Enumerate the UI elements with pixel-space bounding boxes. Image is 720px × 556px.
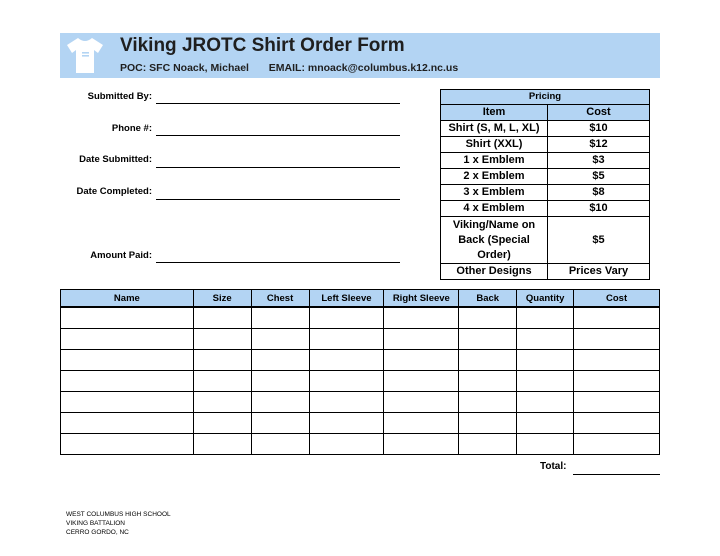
table-row — [61, 329, 660, 350]
cell-back[interactable] — [459, 329, 517, 350]
cell-cost[interactable] — [574, 434, 660, 455]
phone-label: Phone #: — [111, 123, 152, 134]
pricing-row — [441, 185, 650, 201]
table-row — [61, 392, 660, 413]
total-field[interactable] — [573, 474, 660, 475]
cell-name[interactable] — [61, 392, 194, 413]
cell-quantity[interactable] — [517, 434, 574, 455]
cell-name[interactable] — [61, 434, 194, 455]
column-header-cost: Cost — [574, 290, 660, 308]
cell-quantity[interactable] — [517, 307, 574, 329]
column-header-size: Size — [193, 290, 251, 308]
cell-size[interactable] — [193, 434, 251, 455]
pricing-item: Other Designs — [441, 264, 548, 280]
pricing-cost: $3 — [548, 153, 650, 169]
cell-left-sleeve[interactable] — [309, 307, 384, 329]
pricing-header-item: Item — [441, 105, 548, 121]
pricing-header-cost: Cost — [548, 105, 650, 121]
cell-quantity[interactable] — [517, 371, 574, 392]
pricing-row — [441, 137, 650, 153]
cell-back[interactable] — [459, 434, 517, 455]
cell-chest[interactable] — [251, 329, 309, 350]
pricing-row — [441, 217, 650, 264]
cell-right-sleeve[interactable] — [384, 329, 459, 350]
pricing-item: Viking/Name on Back (Special Order) — [441, 217, 548, 264]
pricing-row — [441, 169, 650, 185]
cell-quantity[interactable] — [517, 350, 574, 371]
column-header-left-sleeve: Left Sleeve — [309, 290, 384, 308]
phone-field[interactable] — [156, 135, 400, 136]
cell-left-sleeve[interactable] — [309, 350, 384, 371]
cell-left-sleeve[interactable] — [309, 329, 384, 350]
pricing-cost: $8 — [548, 185, 650, 201]
pricing-cost: $10 — [548, 121, 650, 137]
footer-battalion: VIKING BATTALION — [66, 520, 125, 527]
date-completed-field[interactable] — [156, 199, 400, 200]
cell-back[interactable] — [459, 307, 517, 329]
cell-size[interactable] — [193, 329, 251, 350]
cell-right-sleeve[interactable] — [384, 307, 459, 329]
pricing-cost: Prices Vary — [548, 264, 650, 280]
cell-size[interactable] — [193, 350, 251, 371]
cell-chest[interactable] — [251, 434, 309, 455]
footer-location: CERRO GORDO, NC — [66, 529, 129, 536]
cell-cost[interactable] — [574, 392, 660, 413]
cell-cost[interactable] — [574, 413, 660, 434]
cell-quantity[interactable] — [517, 392, 574, 413]
poc-name: SFC Noack, Michael — [149, 62, 249, 74]
submitted-by-field[interactable] — [156, 103, 400, 104]
column-header-quantity: Quantity — [517, 290, 574, 308]
cell-right-sleeve[interactable] — [384, 434, 459, 455]
table-row — [61, 413, 660, 434]
poc-label: POC: — [120, 62, 147, 74]
pricing-item: 2 x Emblem — [441, 169, 548, 185]
pricing-cost: $12 — [548, 137, 650, 153]
column-header-back: Back — [459, 290, 517, 308]
table-row — [61, 434, 660, 455]
cell-back[interactable] — [459, 392, 517, 413]
t-shirt-icon — [64, 35, 106, 75]
table-row — [61, 307, 660, 329]
cell-quantity[interactable] — [517, 329, 574, 350]
pricing-cost: $5 — [548, 217, 650, 264]
pricing-item: 1 x Emblem — [441, 153, 548, 169]
column-header-name: Name — [61, 290, 194, 308]
date-submitted-field[interactable] — [156, 167, 400, 168]
cell-chest[interactable] — [251, 413, 309, 434]
cell-chest[interactable] — [251, 307, 309, 329]
cell-quantity[interactable] — [517, 413, 574, 434]
pricing-item: Shirt (S, M, L, XL) — [441, 121, 548, 137]
cell-size[interactable] — [193, 371, 251, 392]
page-title: Viking JROTC Shirt Order Form — [120, 35, 405, 56]
cell-cost[interactable] — [574, 329, 660, 350]
column-header-chest: Chest — [251, 290, 309, 308]
cell-left-sleeve[interactable] — [309, 413, 384, 434]
cell-back[interactable] — [459, 350, 517, 371]
cell-name[interactable] — [61, 329, 194, 350]
cell-name[interactable] — [61, 413, 194, 434]
email-label: EMAIL: — [268, 62, 305, 74]
pricing-cost: $10 — [548, 201, 650, 217]
pricing-item: Shirt (XXL) — [441, 137, 548, 153]
date-submitted-label: Date Submitted: — [79, 154, 152, 165]
cell-right-sleeve[interactable] — [384, 392, 459, 413]
footer-school: WEST COLUMBUS HIGH SCHOOL — [66, 511, 171, 518]
cell-name[interactable] — [61, 371, 194, 392]
cell-size[interactable] — [193, 413, 251, 434]
pricing-table — [440, 89, 650, 280]
date-completed-label: Date Completed: — [76, 186, 152, 197]
amount-paid-field[interactable] — [156, 262, 400, 263]
cell-right-sleeve[interactable] — [384, 371, 459, 392]
pricing-cost: $5 — [548, 169, 650, 185]
submitted-by-label: Submitted By: — [87, 91, 152, 102]
footer-address — [66, 510, 171, 537]
table-row — [61, 371, 660, 392]
cell-cost[interactable] — [574, 307, 660, 329]
amount-paid-label: Amount Paid: — [90, 250, 152, 261]
cell-size[interactable] — [193, 307, 251, 329]
pricing-row — [441, 121, 650, 137]
pricing-caption: Pricing — [441, 90, 650, 105]
cell-chest[interactable] — [251, 392, 309, 413]
cell-back[interactable] — [459, 371, 517, 392]
cell-cost[interactable] — [574, 350, 660, 371]
cell-left-sleeve[interactable] — [309, 371, 384, 392]
cell-left-sleeve[interactable] — [309, 392, 384, 413]
cell-right-sleeve[interactable] — [384, 413, 459, 434]
pricing-row — [441, 153, 650, 169]
pricing-row — [441, 201, 650, 217]
table-row — [61, 350, 660, 371]
cell-back[interactable] — [459, 413, 517, 434]
total-label: Total: — [540, 461, 567, 472]
form-header — [60, 33, 660, 78]
cell-name[interactable] — [61, 350, 194, 371]
pricing-row — [441, 264, 650, 280]
cell-size[interactable] — [193, 392, 251, 413]
poc-line — [120, 62, 458, 74]
cell-chest[interactable] — [251, 371, 309, 392]
email-address[interactable]: mnoack@columbus.k12.nc.us — [307, 62, 459, 74]
pricing-item: 4 x Emblem — [441, 201, 548, 217]
cell-left-sleeve[interactable] — [309, 434, 384, 455]
order-table — [60, 289, 660, 455]
pricing-item: 3 x Emblem — [441, 185, 548, 201]
column-header-right-sleeve: Right Sleeve — [384, 290, 459, 308]
cell-right-sleeve[interactable] — [384, 350, 459, 371]
cell-name[interactable] — [61, 307, 194, 329]
cell-chest[interactable] — [251, 350, 309, 371]
cell-cost[interactable] — [574, 371, 660, 392]
